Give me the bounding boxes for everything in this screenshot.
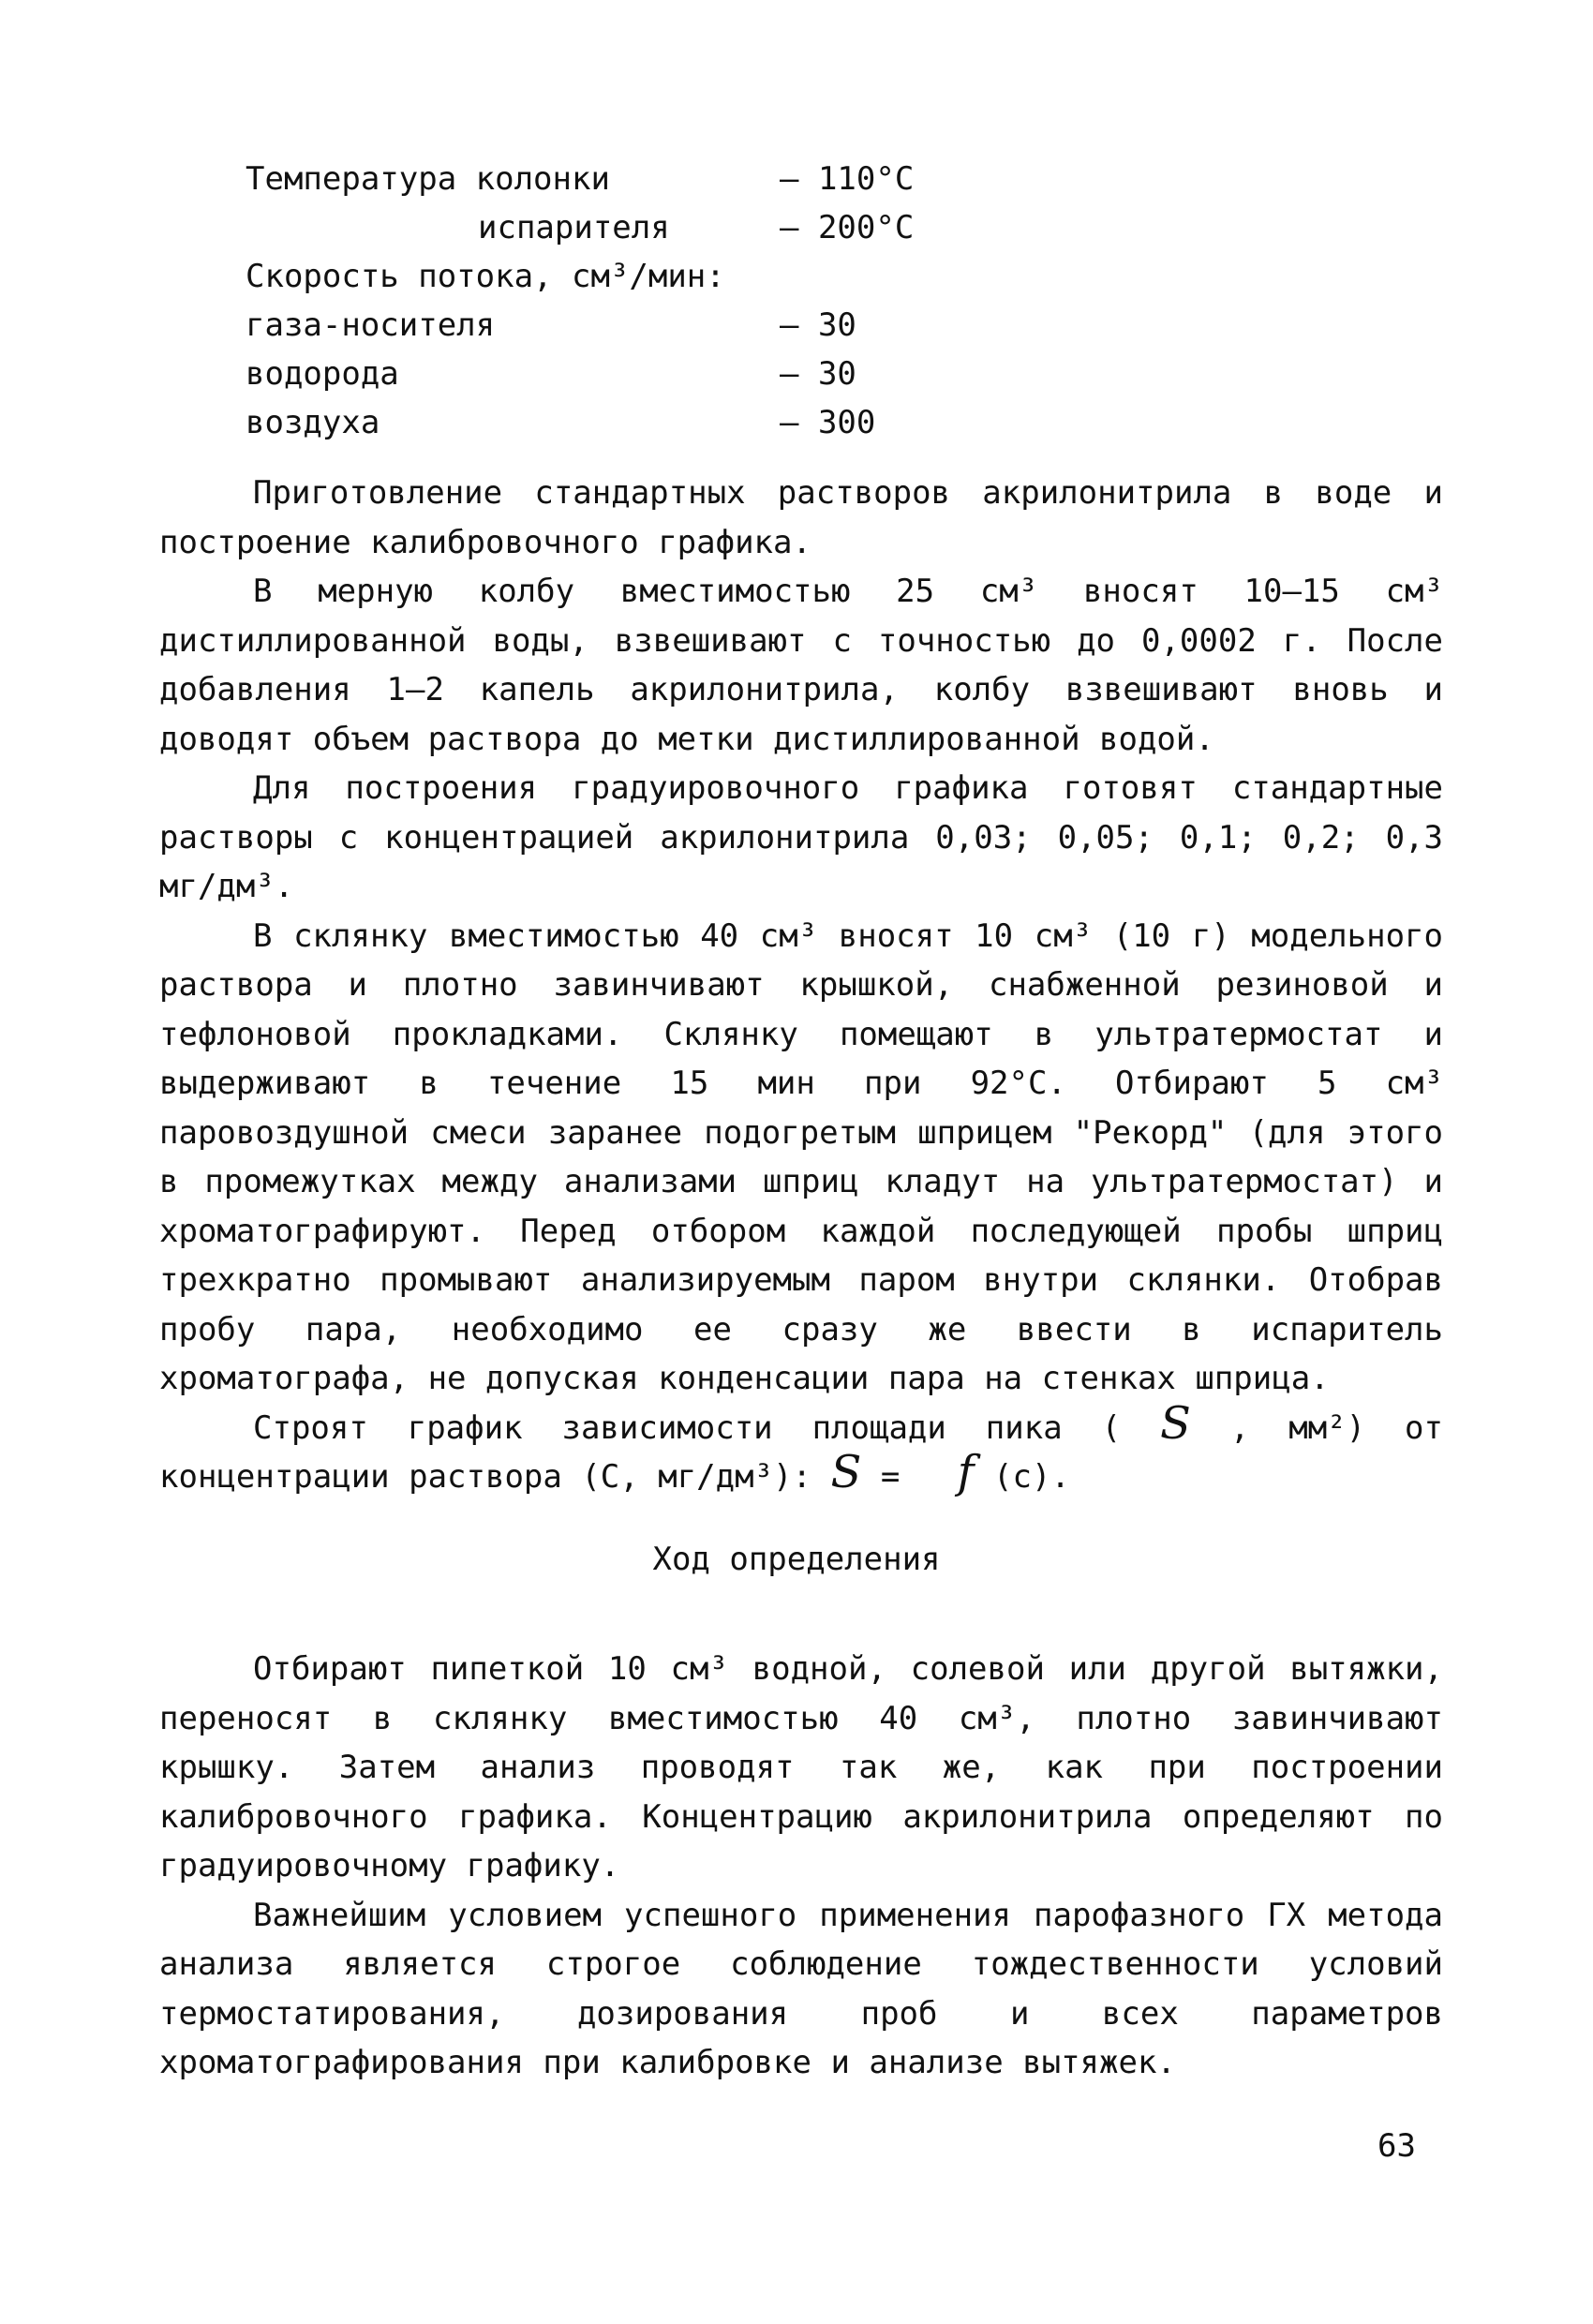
param-value: – 300 (780, 404, 876, 441)
param-label: воздуха (246, 404, 380, 441)
param-label: газа-носителя (246, 306, 496, 344)
paragraph: Важнейшим условием успешного применения парофазного ГХ метода анализа является строгое соблюдение тождественности условий термостатирования, дозирования проб и всех параметров хроматографирования при калибровке и анализе вытяжек. (159, 1896, 1443, 2081)
paragraph: Для построения градуировочного графика готовят стандартные растворы с концентрацией акрилонитрила 0,03; 0,05; 0,1; 0,2; 0,3 мг/дм³. (159, 769, 1443, 905)
param-label: Температура колонки (246, 160, 610, 198)
param-value: – 200°С (780, 209, 915, 246)
param-label: водорода (246, 355, 399, 393)
formula-text: , мм²) от концентрации раствора (С, мг/дм³): (159, 1408, 1443, 1496)
handwritten-symbol: f (957, 1446, 975, 1498)
param-row (246, 398, 958, 447)
param-label: Скорость потока, см³/мин: (246, 258, 725, 295)
param-value: – 30 (780, 306, 856, 344)
section-heading: Ход определения (652, 1541, 941, 1578)
formula-text: Строят график зависимости площади пика ( (253, 1408, 1122, 1447)
formula-text: (с). (993, 1458, 1070, 1496)
param-label: испарителя (478, 209, 670, 246)
param-value: – 30 (780, 355, 856, 393)
param-row (246, 301, 958, 350)
param-row (246, 203, 958, 252)
param-value: – 110°С (780, 160, 915, 198)
section-intro: Приготовление стандартных растворов акрилонитрила в воде и построение калибровочного графика. (159, 474, 1443, 561)
section-calibration (159, 469, 1443, 1502)
paragraph: В склянку вместимостью 40 см³ вносят 10 см³ (10 г) модельного раствора и плотно завинчивают крышкой, снабженной резиновой и тефлоновой прокладками. Склянку помещают в ультратермостат и выдерживают в течение 15 мин при 92°С. Отбирают 5 см³ паровоздушной смеси заранее подогретым шприцем "Рекорд" (для этого в промежутках между анализами шприц кладут на ультратермостат) и хроматографируют. Перед отбором каждой последующей пробы шприц трехкратно промывают анализируемым паром внутри склянки. Отобрав пробу пара, необходимо ее сразу же ввести в испаритель хроматографа, не допуская конденсации пара на стенках шприца. (159, 916, 1443, 1397)
param-row (246, 350, 958, 398)
section-procedure (159, 1645, 1443, 2088)
handwritten-symbol: S (830, 1446, 862, 1498)
page-number: 63 (1377, 2127, 1416, 2165)
parameters-list (246, 155, 958, 447)
formula-equals: = (880, 1458, 901, 1496)
paragraph: В мерную колбу вместимостью 25 см³ вносят 10–15 см³ дистиллированной воды, взвешивают с точностью до 0,0002 г. После добавления 1–2 капель акрилонитрила, колбу взвешивают вновь и доводят объем раствора до метки дистиллированной водой. (159, 573, 1443, 758)
formula-paragraph (159, 1396, 1443, 1502)
paragraph: Отбирают пипеткой 10 см³ водной, солевой или другой вытяжки, переносят в склянку вместимостью 40 см³, плотно завинчивают крышку. Затем анализ проводят так же, как при построении калибровочного графика. Концентрацию акрилонитрила определяют по градуировочному графику. (159, 1650, 1443, 1885)
handwritten-symbol: S (1160, 1396, 1191, 1450)
param-row (246, 155, 958, 203)
param-row (246, 252, 958, 301)
